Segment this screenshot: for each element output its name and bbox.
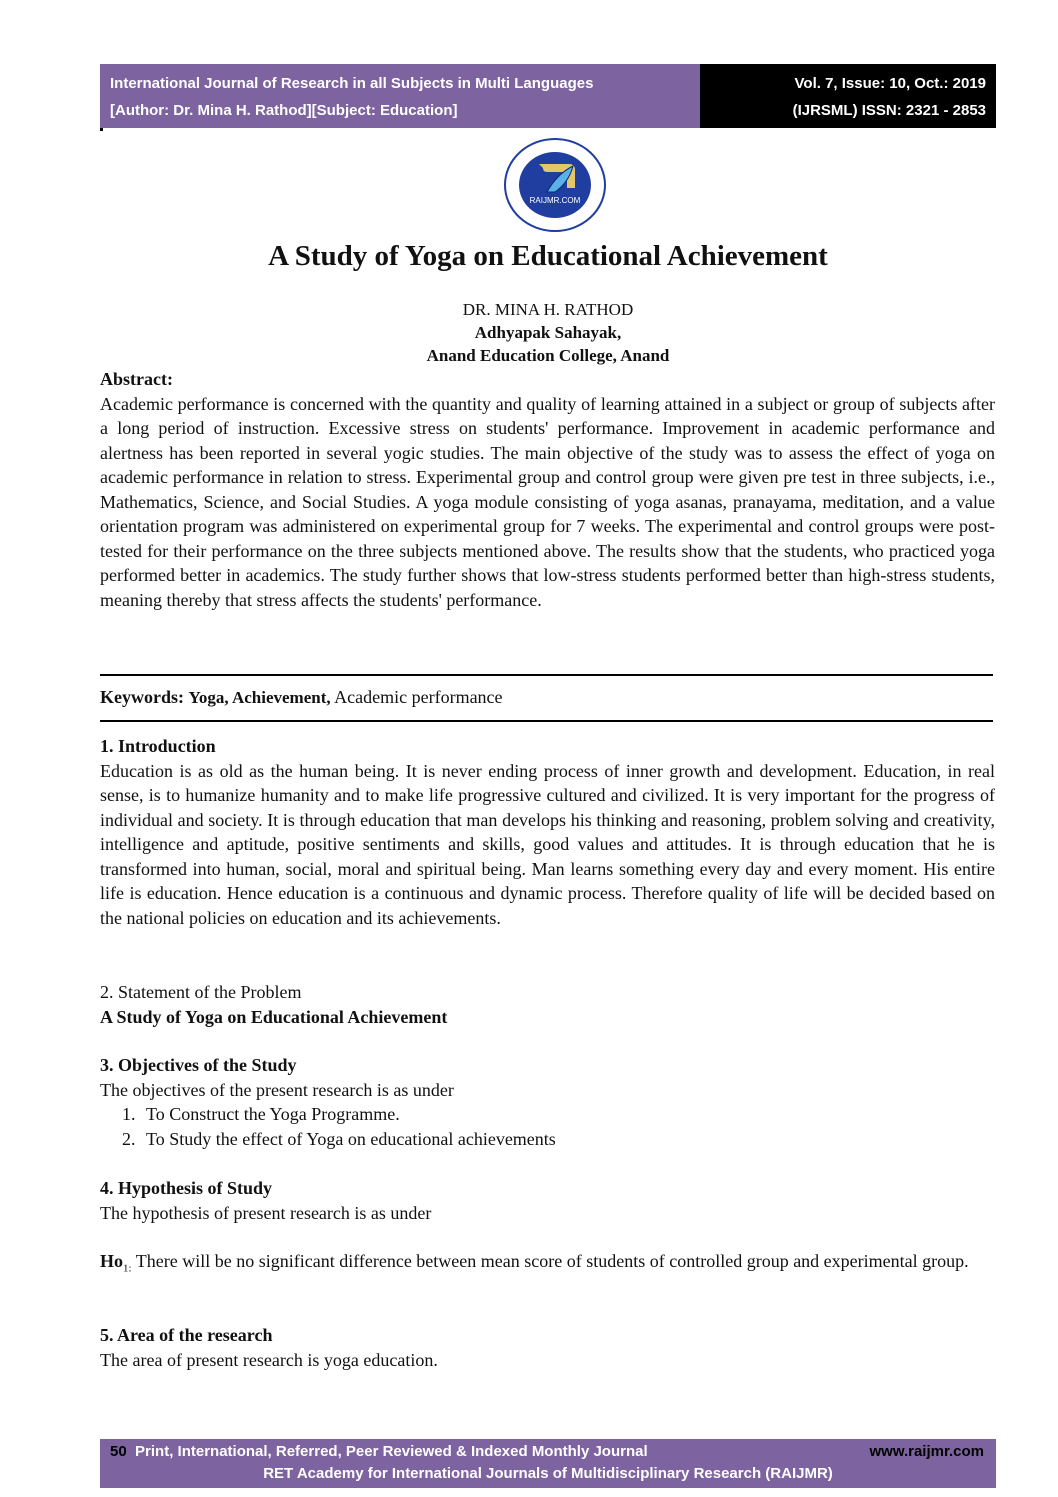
hypothesis-heading: 4. Hypothesis of Study xyxy=(100,1178,273,1198)
author-institution: Anand Education College, Anand xyxy=(426,346,670,365)
svg-text:RAIJMR.COM: RAIJMR.COM xyxy=(529,196,581,205)
ho-text: There will be no significant difference between mean score of students of controlled group and experimental group. xyxy=(131,1251,969,1271)
ho-label: Ho xyxy=(100,1251,124,1271)
author-designation: Adhyapak Sahayak, xyxy=(474,323,622,342)
abstract-section xyxy=(100,367,995,612)
hypothesis-intro: The hypothesis of present research is as under xyxy=(100,1202,432,1223)
header-left-band xyxy=(100,64,700,128)
keywords xyxy=(100,685,995,711)
divider-top xyxy=(100,674,993,676)
statement-heading: 2. Statement of the Problem xyxy=(100,982,302,1002)
objectives-intro: The objectives of the present research is as under xyxy=(100,1079,454,1100)
area-text: The area of present research is yoga education. xyxy=(100,1349,438,1370)
introduction-section xyxy=(100,734,995,930)
footer-line2: RET Academy for International Journals of Multidisciplinary Research (RAIJMR) xyxy=(263,1465,833,1482)
ho-subscript: 1: xyxy=(123,1262,132,1275)
introduction-text: Education is as old as the human being. It is never ending process of inner growth and development. Education, in real sense, is to humanize humanity and to make life progressive cultured and civilized. It is very important for the progress of individual and society. It is through education that man develops his thinking and reasoning, problem solving and creativity, intelligence and aptitude, positive sentiments and skills, good values and attitudes. It is through education that he is transformed into human, social, moral and spiritual being. Man learns something every day and every moment. His entire life is education. Hence education is a continuous and dynamic process. Therefore quality of life will be decided based on the national policies on education and its achievements. xyxy=(100,760,995,928)
volume-issue: Vol. 7, Issue: 10, Oct.: 2019 xyxy=(794,75,986,92)
keywords-label: Keywords: xyxy=(100,687,184,707)
divider-bottom xyxy=(100,720,993,722)
abstract-text: Academic performance is concerned with the quantity and quality of learning attained in a subject or group of subjects after a long period of instruction. Excessive stress on students' performance. Improvement in academic performance and alertness has been reported in several yogic studies. The main objective of the study was to assess the effect of yoga on academic performance in relation to stress. Experimental group and control group were given pre test in three subjects, i.e., Mathematics, Science, and Social Studies. A yoga module consisting of yoga asanas, pranayama, meditation, and a value orientation program was administered on experimental group for 7 weeks. The experimental and control groups were post-tested for their performance on the three subjects mentioned above. The results show that the students, who practiced yoga performed better in academics. The study further shows that low-stress students performed better than high-stress students, meaning thereby that stress affects the students' performance. xyxy=(100,393,995,610)
paper-title: A Study of Yoga on Educational Achievement xyxy=(268,240,828,272)
journal-header xyxy=(100,64,996,128)
area-section xyxy=(100,1323,995,1372)
objective-item: 2. To Study the effect of Yoga on educational achievements xyxy=(140,1127,995,1152)
abstract-heading: Abstract: xyxy=(100,369,173,389)
page-number: 50 xyxy=(110,1443,127,1460)
keywords-bold-terms: Yoga, Achievement, xyxy=(188,688,331,707)
keywords-rest: Academic performance xyxy=(334,687,503,707)
issn: (IJRSML) ISSN: 2321 - 2853 xyxy=(792,102,986,119)
raijmr-logo-icon xyxy=(503,138,607,232)
journal-name: International Journal of Research in all Subjects in Multi Languages xyxy=(110,75,594,92)
objective-item: 1. To Construct the Yoga Programme. xyxy=(140,1102,995,1127)
author-subject: [Author: Dr. Mina H. Rathod][Subject: Education] xyxy=(110,102,458,119)
statement-text: A Study of Yoga on Educational Achievement xyxy=(100,1006,448,1027)
author-block xyxy=(0,298,1058,367)
objectives-list xyxy=(100,1102,995,1151)
objectives-section xyxy=(100,1053,995,1151)
journal-footer xyxy=(100,1439,996,1488)
header-mark xyxy=(100,128,103,131)
hypothesis-section xyxy=(100,1176,995,1225)
area-heading: 5. Area of the research xyxy=(100,1325,273,1345)
header-right-band xyxy=(700,64,996,128)
null-hypothesis xyxy=(100,1249,995,1281)
statement-section xyxy=(100,980,995,1029)
author-name: DR. MINA H. RATHOD xyxy=(462,300,634,319)
introduction-heading: 1. Introduction xyxy=(100,736,216,756)
objectives-heading: 3. Objectives of the Study xyxy=(100,1055,297,1075)
footer-url-link[interactable]: www.raijmr.com xyxy=(869,1443,984,1460)
footer-line1: Print, International, Referred, Peer Reviewed & Indexed Monthly Journal xyxy=(135,1443,648,1460)
